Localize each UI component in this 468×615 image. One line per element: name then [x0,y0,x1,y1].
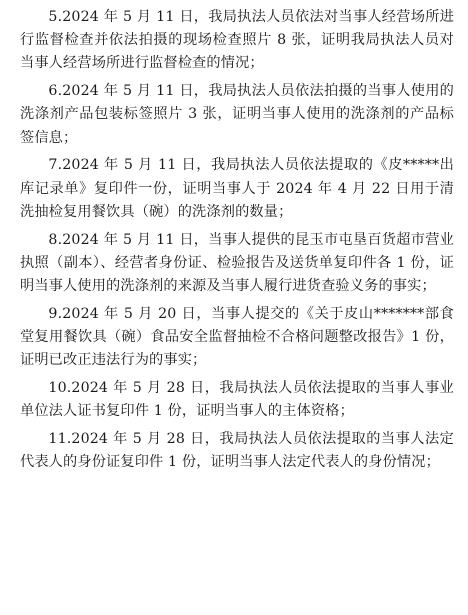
evidence-item-11: 11.2024 年 5 月 28 日，我局执法人员依法提取的当事人法定代表人的身份证复印件 1 份，证明当事人法定代表人的身份情况； [20,431,454,471]
evidence-item-7: 7.2024 年 5 月 11 日，我局执法人员依法提取的《皮*****出库记录单》复印件一份，证明当事人于 2024 年 4 月 22 日用于清洗抽检复用餐饮具（碗）的洗涤剂的数量； [20,157,454,220]
evidence-item-10: 10.2024 年 5 月 28 日，我局执法人员依法提取的当事人事业单位法人证书复印件 1 份，证明当事人的主体资格； [20,380,454,420]
evidence-item-6: 6.2024 年 5 月 11 日，我局执法人员依法拍摄的当事人使用的洗涤剂产品包装标签照片 3 张，证明当事人使用的洗涤剂的产品标签信息； [20,83,454,146]
evidence-item-9: 9.2024 年 5 月 20 日，当事人提交的《关于皮山*******部食堂复用餐饮具（碗）食品安全监督抽检不合格问题整改报告》1 份，证明已改正违法行为的事实； [20,305,454,369]
evidence-item-5: 5.2024 年 5 月 11 日，我局执法人员依法对当事人经营场所进行监督检查并依法拍摄的现场检查照片 8 张，证明我局执法人员对当事人经营场所进行监督检查的情况； [20,9,454,72]
evidence-item-8: 8.2024 年 5 月 11 日，当事人提供的昆玉市屯垦百货超市营业执照（副本）、经营者身份证、检验报告及送货单复印件各 1 份，证明当事人使用的洗涤剂的来源及当事人履行进货查验义务的事实； [20,231,454,295]
